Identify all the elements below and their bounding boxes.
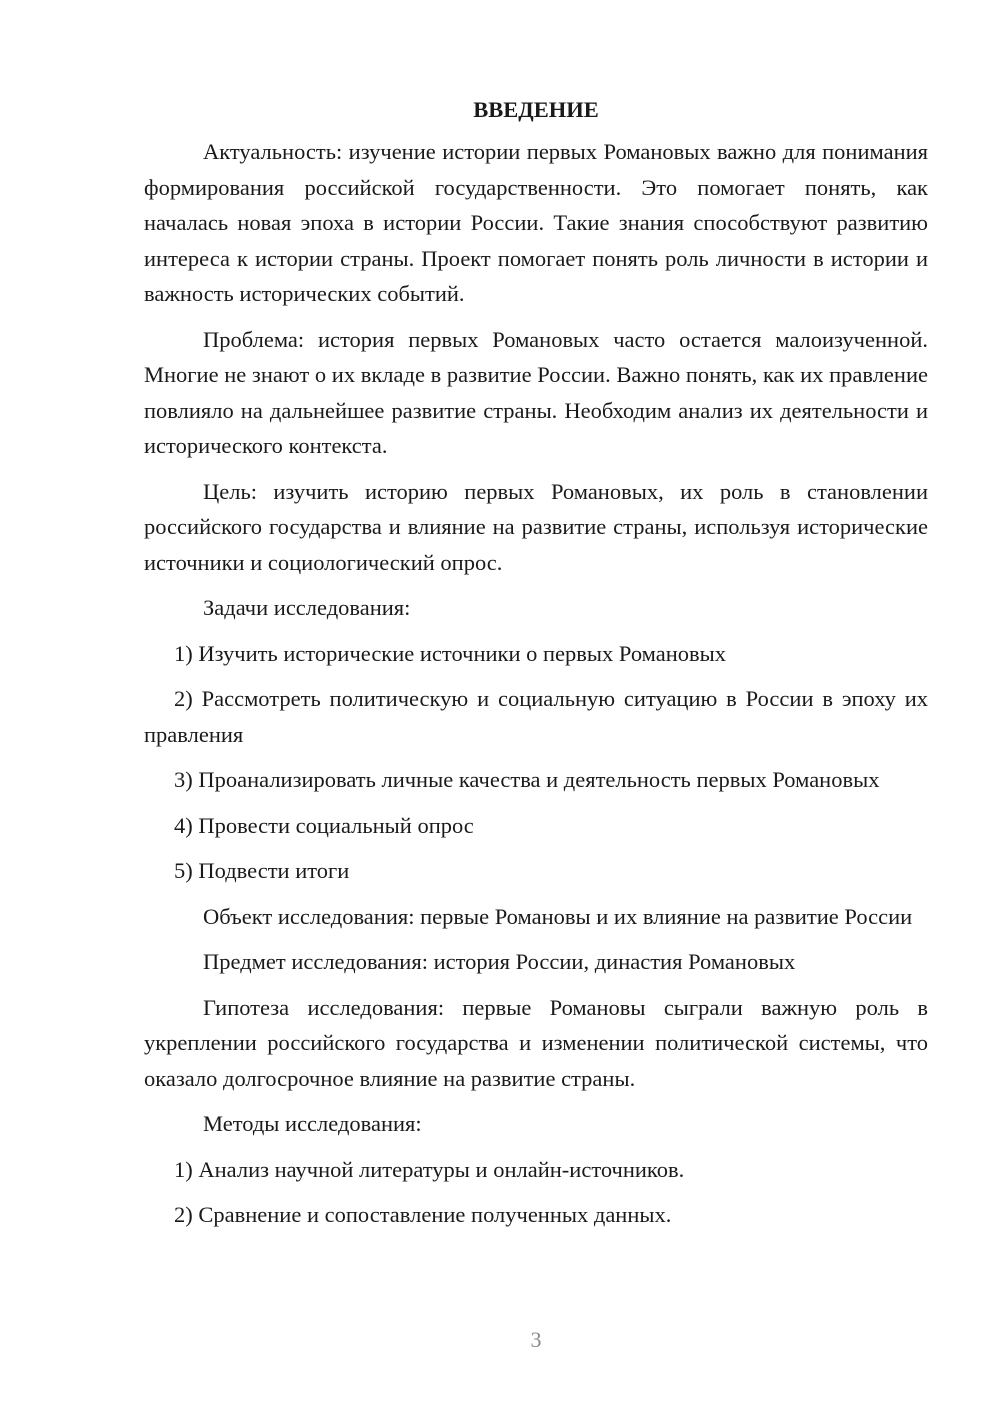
document-page [144, 92, 928, 1243]
method-item-1: 1) Анализ научной литературы и онлайн-источников. [174, 1156, 685, 1182]
task-item-3: 3) Проанализировать личные качества и деятельность первых Романовых [174, 767, 880, 792]
object-paragraph: Объект исследования: первые Романовы и их влияние на развитие России [203, 903, 913, 929]
subject-paragraph: Предмет исследования: история России, династия Романовых [203, 949, 796, 974]
goal-paragraph: Цель: изучить историю первых Романовых, их роль в становлении российского государства и влияние на развитие страны, используя исторические источники и социологический опрос. [144, 478, 928, 575]
page-number: 3 [530, 1327, 542, 1352]
task-item-4: 4) Провести социальный опрос [174, 812, 474, 838]
relevance-paragraph: Актуальность: изучение истории первых Романовых важно для понимания формирования российской государственности. Это помогает понять, как началась новая эпоха в истории России. Такие знания способствуют развитию интереса к истории страны. Проект помогает понять роль личности в истории и важность исторических событий. [144, 139, 928, 306]
task-item-1: 1) Изучить исторические источники о первых Романовых [174, 640, 727, 666]
page-title: ВВЕДЕНИЕ [473, 97, 599, 122]
hypothesis-paragraph: Гипотеза исследования: первые Романовы сыграли важную роль в укреплении российского государства и изменении политической системы, что оказало долгосрочное влияние на развитие страны. [144, 994, 928, 1091]
method-item-2: 2) Сравнение и сопоставление полученных данных. [174, 1202, 672, 1227]
task-item-2: 2) Рассмотреть политическую и социальную ситуацию в России в эпоху их правления [144, 686, 928, 747]
methods-title: Методы исследования: [203, 1111, 422, 1136]
problem-paragraph: Проблема: история первых Романовых часто остается малоизученной. Многие не знают о их вкладе в развитие России. Важно понять, как их правление повлияло на дальнейшее развитие страны. Необходим анализ их деятельности и исторического контекста. [144, 326, 928, 458]
tasks-title: Задачи исследования: [203, 595, 411, 620]
task-item-5: 5) Подвести итоги [174, 858, 350, 883]
